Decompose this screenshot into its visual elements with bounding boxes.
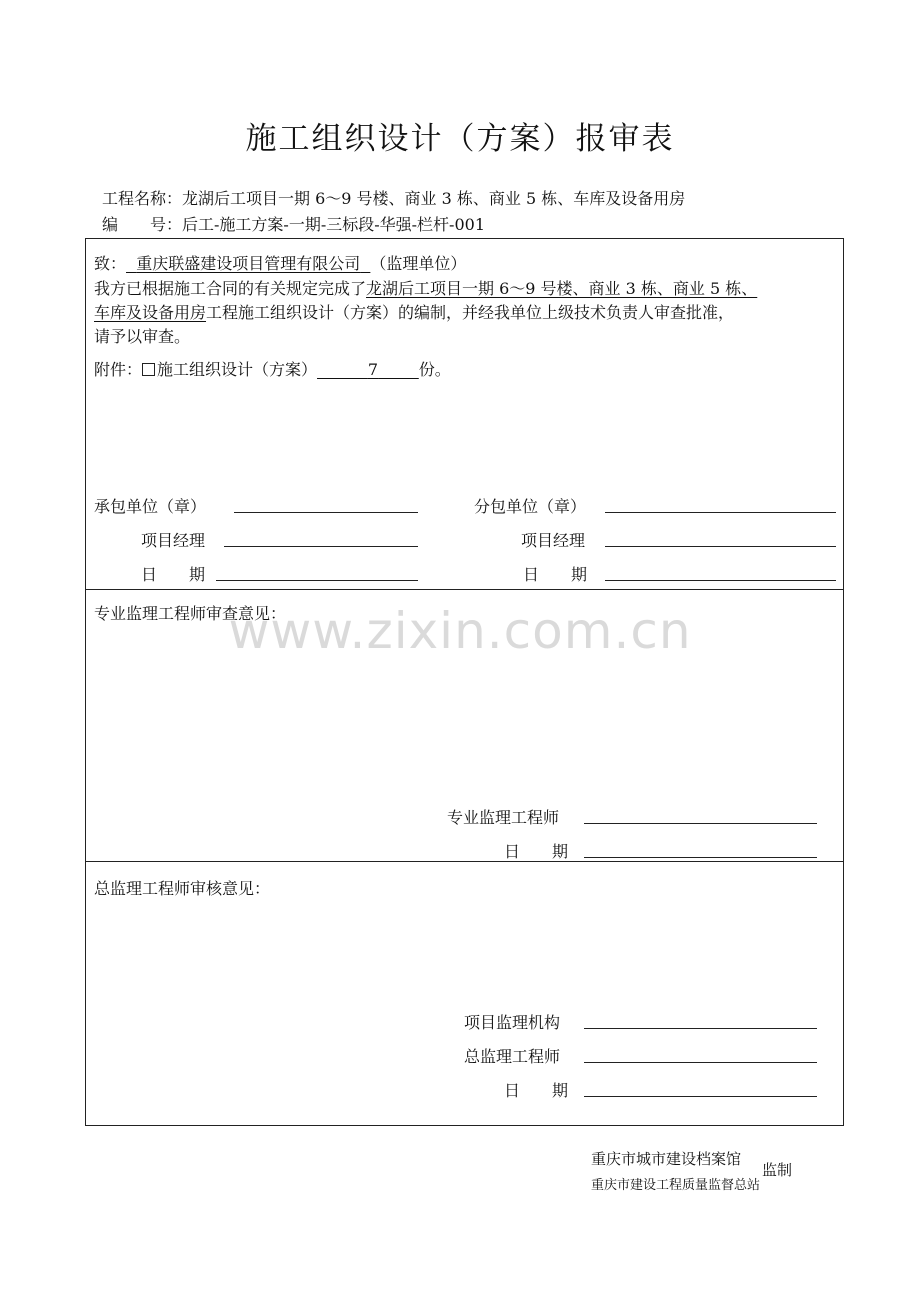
specialist-date-line[interactable] [584, 857, 817, 858]
form-title: 施工组织设计（方案）报审表 [245, 121, 675, 157]
footer-quality-org: 重庆市建设工程质量监督总站 [591, 1178, 761, 1193]
date-line-left[interactable] [216, 580, 418, 581]
project-name-row [102, 186, 685, 209]
attachment-checkbox[interactable] [142, 363, 155, 376]
footer-supervise-label: 监制 [762, 1161, 793, 1179]
project-name-value: 龙湖后工项目一期 6～9 号楼、商业 3 栋、商业 5 栋、车库及设备用房 [182, 189, 686, 208]
body-suffix: 工程施工组织设计（方案）的编制，并经我单位上级技术负责人审查批准， [206, 303, 735, 322]
supervision-company: 重庆联盛建设项目管理有限公司 [136, 254, 361, 273]
pm-signature-line-right[interactable] [605, 546, 836, 547]
pm-signature-line-left[interactable] [224, 546, 418, 547]
specialist-engineer-signature-line[interactable] [584, 823, 817, 824]
chief-date-line[interactable] [584, 1096, 817, 1097]
document-number-row [102, 212, 485, 235]
date-line-right[interactable] [605, 580, 836, 581]
watermark: www.zixin.com.cn [228, 602, 692, 660]
chief-engineer-signature-line[interactable] [584, 1062, 817, 1063]
attachment-item: 施工组织设计（方案） [157, 360, 318, 379]
project-name-label: 工程名称： [102, 189, 183, 208]
attachment-label: 附件： [94, 360, 143, 379]
contractor-signature-line[interactable] [234, 512, 418, 513]
body-line-3: 请予以审查。 [94, 327, 191, 346]
date-label-left: 日 期 [141, 565, 206, 584]
pm-label-left: 项目经理 [141, 531, 206, 550]
specialist-engineer-label: 专业监理工程师 [447, 808, 560, 827]
body-line-2 [94, 300, 734, 323]
section-divider-1 [86, 589, 843, 590]
chief-engineer-label: 总监理工程师 [464, 1047, 561, 1066]
subcontractor-signature-line[interactable] [605, 512, 836, 513]
body-prefix: 我方已根据施工合同的有关规定完成了 [94, 279, 367, 298]
addressee-suffix: （监理单位） [370, 254, 467, 273]
addressee-label: 致： [94, 254, 127, 273]
subcontractor-label: 分包单位（章） [474, 497, 587, 516]
document-number-value: 后工-施工方案-一期-三标段-华强-栏杆-001 [182, 215, 485, 234]
pm-label-right: 项目经理 [521, 531, 586, 550]
date-label-right: 日 期 [523, 565, 588, 584]
supervision-org-signature-line[interactable] [584, 1028, 817, 1029]
body-project-name-b: 车库及设备用房 [94, 303, 207, 322]
attachment-line [94, 357, 451, 380]
section-divider-2 [86, 861, 843, 862]
contractor-label: 承包单位（章） [94, 497, 207, 516]
specialist-review-heading: 专业监理工程师审查意见： [94, 604, 287, 623]
footer-archive-org: 重庆市城市建设档案馆 [591, 1150, 742, 1168]
chief-date-label: 日 期 [504, 1081, 569, 1100]
addressee-line [94, 251, 466, 274]
supervision-org-label: 项目监理机构 [464, 1013, 561, 1032]
chief-review-heading: 总监理工程师审核意见： [94, 879, 271, 898]
attachment-unit: 份。 [418, 360, 451, 379]
document-number-label: 编 号： [102, 215, 183, 234]
body-line-1 [94, 276, 757, 299]
attachment-count[interactable]: 7 [367, 360, 379, 379]
form-table [85, 238, 844, 1126]
body-project-name-a: 龙湖后工项目一期 6～9 号楼、商业 3 栋、商业 5 栋、 [366, 279, 758, 298]
specialist-date-label: 日 期 [504, 842, 569, 861]
